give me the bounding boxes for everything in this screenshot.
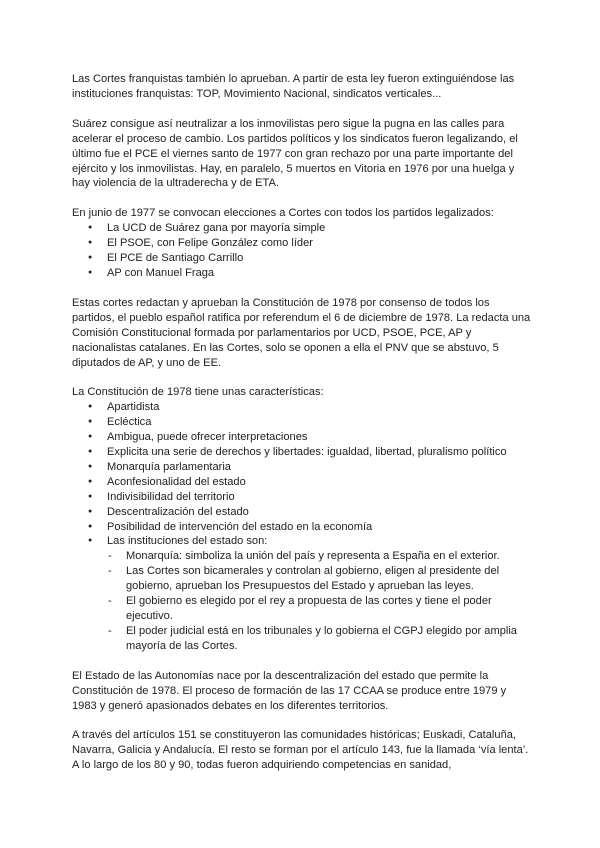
paragraph-cortes-franquistas: Las Cortes franquistas también lo aprueban. A partir de esta ley fueron extinguiéndose las instituciones franquistas: TOP, Movimiento Nacional, sindicatos verticales... xyxy=(72,73,515,100)
paragraph-elecciones-intro: En junio de 1977 se convocan elecciones a Cortes con todos los partidos legalizados: xyxy=(72,207,494,220)
sub-list-item: - Monarquía: simboliza la unión del país y representa a España en el exterior. xyxy=(107,549,532,564)
document-body xyxy=(72,72,532,788)
list-item: ● Apartidista xyxy=(72,400,532,415)
elections-list xyxy=(72,221,532,281)
list-item: ● Posibilidad de intervención del estado en la economía xyxy=(72,520,532,535)
paragraph-caracteristicas-intro: La Constitución de 1978 tiene unas características: xyxy=(72,386,324,399)
list-item: ● Descentralización del estado xyxy=(72,505,532,520)
list-item: ● Ecléctica xyxy=(72,415,532,430)
list-item: ● Aconfesionalidad del estado xyxy=(72,475,532,490)
list-item: ● El PCE de Santiago Carrillo xyxy=(72,251,532,266)
sub-list-item: - Las Cortes son bicamerales y controlan al gobierno, eligen al presidente del gobierno, aprueban los Presupuestos del Estado y aprueban las leyes. xyxy=(107,564,532,594)
list-item-label: Las instituciones del estado son: xyxy=(107,535,268,548)
institutions-list xyxy=(107,549,532,653)
list-item: ● El PSOE, con Felipe González como líder xyxy=(72,236,532,251)
list-item: ● Monarquía parlamentaria xyxy=(72,460,532,475)
list-item: ● Ambigua, puede ofrecer interpretaciones xyxy=(72,430,532,445)
paragraph-constitucion: Estas cortes redactan y aprueban la Constitución de 1978 por consenso de todos los partidos, el pueblo español ratifica por referendum el 6 de diciembre de 1978. La redacta una Comisión Constitucional formada por parlamentarios por UCD, PSOE, PCE, AP y nacionalistas catalanes. En las Cortes, solo se oponen a ella el PNV que se abstuvo, 5 diputados de AP, y uno de EE. xyxy=(72,296,531,369)
characteristics-list xyxy=(72,400,532,653)
list-item: ● La UCD de Suárez gana por mayoría simple xyxy=(72,221,532,236)
list-item: ● Explicita una serie de derechos y libertades: igualdad, libertad, pluralismo político xyxy=(72,445,532,460)
sub-list-item: - El gobierno es elegido por el rey a propuesta de las cortes y tiene el poder ejecutivo. xyxy=(107,594,532,624)
sub-list-item: - El poder judicial está en los tribunales y lo gobierna el CGPJ elegido por amplia mayoría de las Cortes. xyxy=(107,624,532,654)
paragraph-suarez: Suárez consigue así neutralizar a los inmovilistas pero sigue la pugna en las calles para acelerar el proceso de cambio. Los partidos políticos y los sindicatos fueron legalizando, el último fue el PCE el viernes santo de 1977 con gran rechazo por una parte importante del ejército y los inmovilistas. Hay, en paralelo, 5 muertos en Vitoria en 1976 por una huelga y hay violencia de la ultraderecha y de ETA. xyxy=(72,117,518,190)
paragraph-comunidades-historicas: A través del artículos 151 se constituyeron las comunidades históricas; Euskadi, Cataluña, Navarra, Galicia y Andalucía. El resto se forman por el artículo 143, fue la llamada ‘vía lenta’. A lo largo de los 80 y 90, todas fueron adquiriendo competencias en sanidad, xyxy=(72,729,529,772)
list-item-instituciones xyxy=(72,534,532,653)
list-item: ● AP con Manuel Fraga xyxy=(72,266,532,281)
list-item: ● Indivisibilidad del territorio xyxy=(72,490,532,505)
paragraph-autonomias: El Estado de las Autonomías nace por la descentralización del estado que permite la Constitución de 1978. El proceso de formación de las 17 CCAA se produce entre 1979 y 1983 y generó apasionados debates en los diferentes territorios. xyxy=(72,669,507,712)
